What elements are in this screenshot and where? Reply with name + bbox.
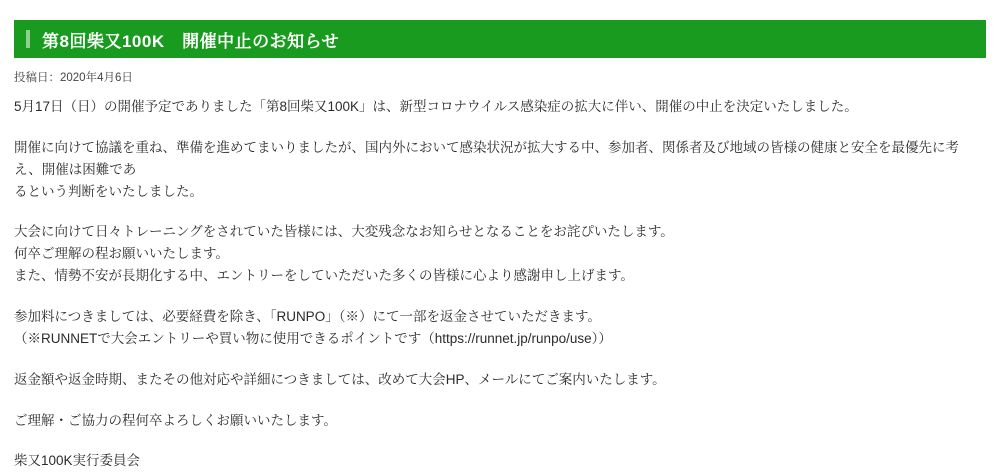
page-title: 第8回柴又100K 開催中止のお知らせ: [42, 31, 340, 51]
paragraph-6: [14, 410, 986, 432]
header-accent-bar: [26, 30, 30, 48]
signature-line: 柴又100K実行委員会: [14, 453, 141, 469]
paragraph-line: また、情勢不安が長期化する中、エントリーをしていただいた多くの皆様に心より感謝申し上げます。: [14, 268, 634, 284]
paragraph-line: 大会に向けて日々トレーニングをされていた皆様には、大変残念なお知らせとなることをお詫ぴいたします。: [14, 224, 674, 240]
page-header: [14, 20, 986, 58]
paragraph-7: [14, 450, 986, 472]
paragraph-5: [14, 369, 986, 391]
paragraph-line: 返金額や返金時期、またその他対応や詳細につきましては、改めて大会HP、メールにてご案内いたします。: [14, 371, 666, 387]
paragraph-2: [14, 137, 986, 203]
paragraph-line: 5月17日（日）の開催予定でありました「第8回柴又100K」は、新型コロナウイルス感染症の拡大に伴い、開催の中止を決定いたしました。: [14, 99, 858, 114]
paragraph-line: （※RUNNETで大会エントリーや買い物に使用できるポイントです（https://runnet.jp/runpo/use））: [14, 330, 612, 346]
paragraph-4: [14, 306, 986, 350]
paragraph-line: 何卒ご理解の程お願いいたします。: [14, 246, 229, 262]
paragraph-line: 参加料につきましては、必要経費を除き、「RUNPO」（※）にて一部を返金させていただきます。: [14, 309, 601, 325]
paragraph-1: [14, 96, 986, 118]
announcement-body: [14, 96, 986, 472]
paragraph-line: るという判断をいたしました。: [14, 183, 203, 199]
paragraph-3: [14, 221, 986, 287]
post-date: 投稿日：2020年4月6日: [14, 72, 133, 84]
paragraph-line: 開催に向けて協議を重ね、準備を進めてまいりましたが、国内外において感染状況が拡大する中、参加者、関係者及び地域の皆様の健康と安全を最優先に考え、開催は困難であ: [14, 139, 959, 177]
paragraph-line: ご理解・ご協力の程何卒よろしくお願いいたします。: [14, 412, 337, 428]
